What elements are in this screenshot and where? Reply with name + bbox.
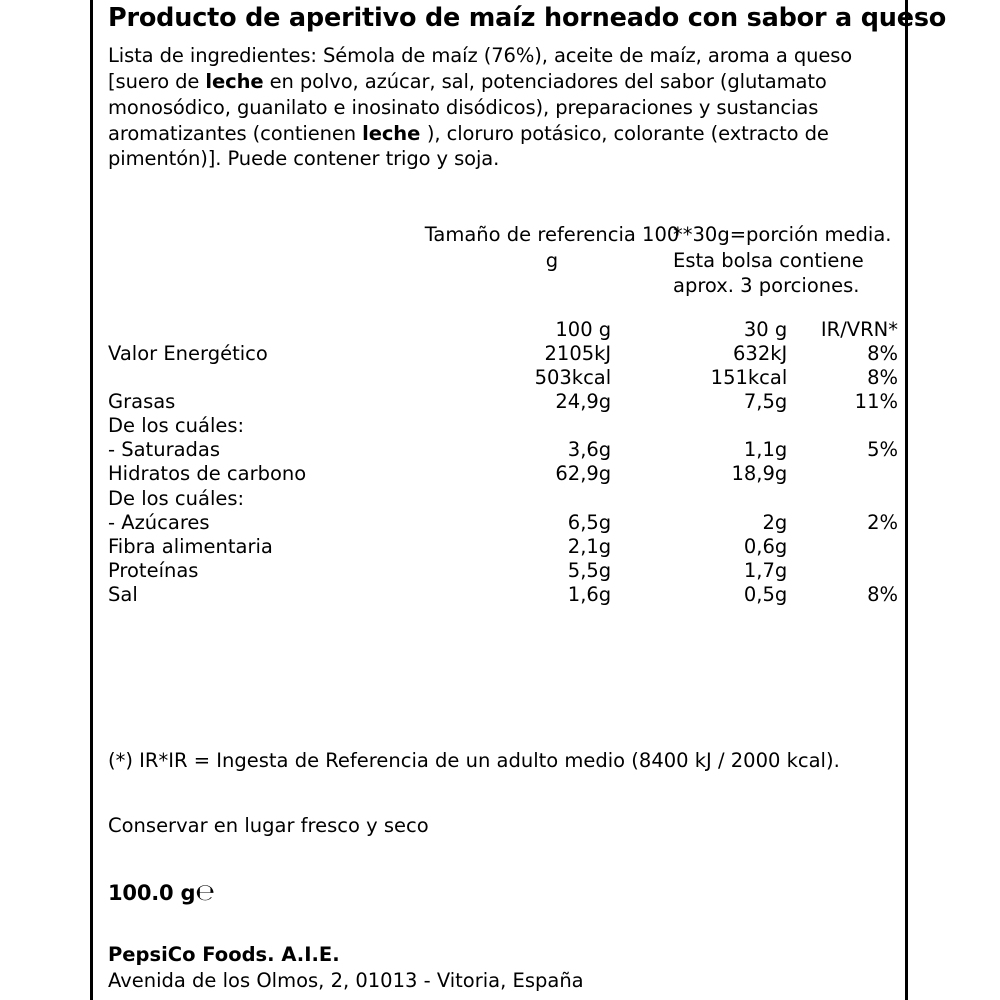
product-title: Producto de aperitivo de maíz horneado con sabor a queso — [108, 3, 947, 33]
nutrient-value-per100: 3,6g — [567, 438, 612, 462]
ir-footnote: (*) IR*IR = Ingesta de Referencia de un adulto medio (8400 kJ / 2000 kcal). — [108, 749, 840, 772]
table-row — [108, 559, 898, 583]
nutrient-value-ir — [787, 559, 898, 583]
nutrition-header — [108, 222, 898, 302]
nutrient-value-ir — [787, 487, 898, 511]
estimate-sign-icon: ℮ — [195, 879, 215, 906]
table-row — [108, 438, 898, 462]
portion-note-text: **30g=porción media. Esta bolsa contiene aprox. 3 porciones. — [673, 223, 892, 298]
column-header-label — [108, 318, 410, 342]
nutrient-value-per30: 1,1g — [743, 438, 788, 462]
nutrient-value-ir — [787, 462, 898, 486]
nutrient-value-ir: 11% — [854, 390, 898, 414]
nutrient-value-per100: 62,9g — [555, 462, 612, 486]
nutrient-value-per30: 632kJ — [733, 342, 788, 366]
nutrition-table-body — [108, 318, 898, 607]
company-address: Avenida de los Olmos, 2, 01013 - Vitoria, España — [108, 968, 584, 992]
column-header-per30: 30 g — [743, 318, 788, 341]
nutrient-label: Sal — [108, 582, 138, 606]
nutrient-value-ir — [787, 414, 898, 438]
nutrient-value-per30: 1,7g — [743, 558, 788, 582]
nutrient-label: De los cuáles: — [108, 414, 245, 438]
nutrient-value-per30: 18,9g — [731, 462, 788, 486]
storage-instructions: Conservar en lugar fresco y seco — [108, 814, 429, 838]
nutrient-value-ir — [787, 535, 898, 559]
column-header-ir: IR/VRN* — [820, 318, 898, 341]
nutrient-label: Proteínas — [108, 558, 199, 582]
nutrient-value-per30: 151kcal — [710, 366, 788, 390]
nutrient-value-per100: 5,5g — [567, 558, 612, 582]
nutrient-label: Grasas — [108, 390, 176, 414]
table-header-row — [108, 318, 898, 342]
nutrient-value-per100: 2105kJ — [544, 342, 612, 366]
nutrient-label: Hidratos de carbono — [108, 462, 307, 486]
table-row — [108, 462, 898, 486]
net-weight-value: 100.0 g — [108, 880, 196, 905]
nutrient-value-ir: 8% — [867, 582, 898, 606]
nutrient-label: Valor Energético — [108, 342, 268, 366]
column-header-per100: 100 g — [555, 318, 612, 341]
nutrient-value-ir: 8% — [867, 342, 898, 366]
nutrient-value-per100: 6,5g — [567, 510, 612, 534]
label-footnotes — [108, 748, 898, 930]
nutrition-table — [108, 318, 898, 607]
nutrient-value-per100: 2,1g — [567, 534, 612, 558]
nutrient-value-per30: 2g — [762, 510, 788, 534]
table-row — [108, 414, 898, 438]
label-header — [108, 0, 947, 172]
company-info — [108, 942, 898, 993]
table-row — [108, 487, 898, 511]
nutrient-value-per30: 0,5g — [743, 582, 788, 606]
table-row — [108, 342, 898, 366]
nutrient-label: De los cuáles: — [108, 486, 245, 510]
company-name: PepsiCo Foods. A.I.E. — [108, 943, 340, 966]
nutrient-value-per100: 503kcal — [534, 366, 612, 390]
reference-size-text: Tamaño de referencia 100 g — [424, 223, 680, 272]
nutrient-value-per100: 1,6g — [567, 582, 612, 606]
nutrient-value-ir: 2% — [867, 510, 898, 534]
nutrient-label: - Saturadas — [108, 438, 221, 462]
nutrient-value-per30 — [611, 487, 787, 511]
nutrient-value-ir: 5% — [867, 438, 898, 462]
table-row — [108, 583, 898, 607]
nutrient-value-per100: 24,9g — [555, 390, 612, 414]
table-row — [108, 511, 898, 535]
nutrient-value-per100 — [410, 487, 611, 511]
nutrient-label — [108, 366, 410, 390]
nutrient-value-ir: 8% — [867, 366, 898, 390]
ingredients-list: Lista de ingredientes: Sémola de maíz (76%), aceite de maíz, aroma a queso [suero de leche en polvo, azúcar, sal, potenciadores del sabor (glutamato monosódico, guanilato e inosinato disódicos), preparaciones y sustancias aromatizantes (contienen leche ), cloruro potásico, colorante (extracto de pimentón)]. Puede contener trigo y soja. — [108, 44, 853, 171]
nutrient-label: - Azúcares — [108, 510, 210, 534]
nutrient-value-per30: 7,5g — [743, 390, 788, 414]
nutrient-value-per100 — [410, 414, 611, 438]
nutrient-value-per30: 0,6g — [743, 534, 788, 558]
table-row — [108, 535, 898, 559]
nutrient-label: Fibra alimentaria — [108, 534, 273, 558]
nutrient-value-per30 — [611, 414, 787, 438]
table-row — [108, 390, 898, 414]
net-weight — [108, 879, 898, 909]
table-row — [108, 366, 898, 390]
